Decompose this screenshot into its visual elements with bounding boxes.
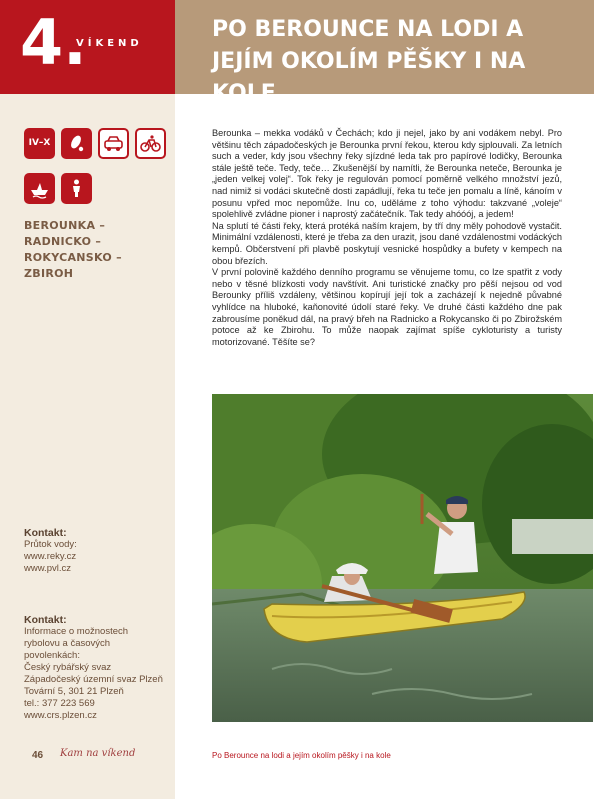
contact-heading: Kontakt: bbox=[24, 614, 67, 626]
page-number: 46 bbox=[32, 750, 44, 761]
article-body bbox=[212, 128, 562, 348]
contact-line: Tovární 5, 301 21 Plzeň bbox=[24, 686, 124, 697]
contact-link[interactable]: www.reky.cz bbox=[24, 551, 77, 562]
publication-brand: Kam na víkend bbox=[60, 748, 136, 759]
contact-line: Informace o možnostech bbox=[24, 626, 129, 637]
canoe-photo-illustration bbox=[212, 394, 593, 722]
season-badge: IV–X bbox=[24, 128, 55, 159]
weekend-number: 4. bbox=[20, 6, 87, 79]
weekend-badge bbox=[0, 0, 175, 94]
running-title: Po Berounce na lodi a jejím okolím pěšky i na kole bbox=[212, 751, 391, 760]
contact-line: Západočeský územní svaz Plzeň bbox=[24, 674, 163, 685]
contact-line: Průtok vody: bbox=[24, 539, 77, 550]
child-icon bbox=[61, 173, 92, 204]
article-paragraph: Na splutí té části řeky, která protéká naším krajem, by tří dny měly pohodově vystačit. Minimální vzdálenosti, které je třeba za den urazit, jsou dané vzdálenostmi vodáckých kempů. Občerstvení při plavbě poskytují vesnické hospůdky a bufety v kempech na obou březích. bbox=[212, 220, 562, 266]
canoe-photo bbox=[212, 394, 593, 722]
car-icon bbox=[98, 128, 129, 159]
article-paragraph: V první polovině každého denního programu se věnujeme tomu, co lze spatřit z vody nebo v těsné blízkosti vody navštívit. Ani turistické značky pro pěší nejsou od vod Berounky příliš vzdáleny, většinou kopírují její tok a zacházejí k nejedně půvabné vyhlídce na hluboké, kaňonovité údolí staré řeky. Ve druhé části každého dne pak zabrousíme poněkud dál, na pravý břeh na Radnicko a Rokycansko či po Zbirožském potoce až ke Zbirohu. To může naopak zajímat spíše cykloturisty a turisty motorizované. Těšíte se? bbox=[212, 267, 562, 347]
contact-line: tel.: 377 223 569 bbox=[24, 698, 95, 709]
contact-line: rybolovu a časových bbox=[24, 638, 111, 649]
contact-line: Český rybářský svaz bbox=[24, 662, 112, 673]
contact-fishing bbox=[24, 614, 174, 722]
boat-icon bbox=[24, 173, 55, 204]
footprint-icon bbox=[61, 128, 92, 159]
article-paragraph: Berounka – mekka vodáků v Čechách; kdo ji nejel, jako by ani vodákem nebyl. Pro většinu těch západočeských je Berounka první řekou, kterou kdy sjplouvali. Za letních such a veder, kdy jsou všechny řeky sjízdné leda tak pro papírové lodičky, Berounka stále ještě teče. Tedy, teče… Zkušenější by namítli, že Berounka neteče, Berounka je „jeden velkej volej“. Tok řeky je regulován pomocí poměrně velkého množství jezů, nad nimiž si vodáci skutečně dosti zapádlují, řeka tu teče jen pomalu a líně, kánoím v posunu vpřed moc nepomůže. Inu co, uděláme z toho výhodu: takzvané „voleje“ spolehlivě zvládne pioner i naprostý začátečník. Tak tedy ahóóój, a jedem! bbox=[212, 128, 562, 220]
weekend-label: VÍKEND bbox=[76, 38, 143, 49]
contact-link[interactable]: www.pvl.cz bbox=[24, 563, 71, 574]
contact-water-flow bbox=[24, 527, 174, 575]
bicycle-icon bbox=[135, 128, 166, 159]
contact-heading: Kontakt: bbox=[24, 527, 67, 539]
page-title: PO BEROUNCE NA LODI A JEJÍM OKOLÍM PĚŠKY I NA KOLE bbox=[212, 17, 526, 106]
contact-line: povolenkách: bbox=[24, 650, 80, 661]
route-heading: BEROUNKA – RADNICKO – ROKYCANSKO – ZBIROH bbox=[24, 219, 122, 280]
contact-link[interactable]: www.crs.plzen.cz bbox=[24, 710, 97, 721]
